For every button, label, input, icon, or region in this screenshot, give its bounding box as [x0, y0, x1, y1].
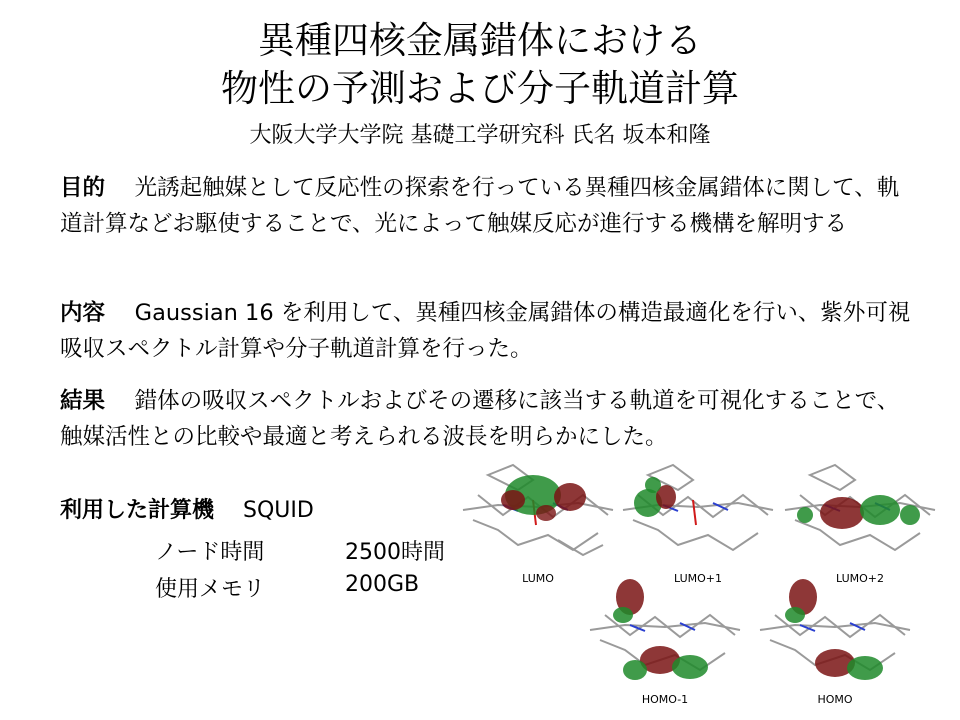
memory-label: 使用メモリ [155, 577, 266, 602]
orbital-label-lumo-plus-2: LUMO+2 [836, 572, 884, 585]
content-label: 内容 [60, 300, 106, 326]
orbital-label-homo-minus-1: HOMO-1 [641, 693, 689, 706]
orbital-image-lumo [458, 455, 618, 569]
result-label: 結果 [60, 388, 106, 414]
orbital-image-lumo-plus-2 [780, 455, 940, 569]
memory-value: 200GB [345, 572, 420, 597]
orbital-label-lumo: LUMO [522, 572, 554, 585]
author-line: 大阪大学大学院 基礎工学研究科 氏名 坂本和隆 [249, 123, 711, 148]
computer-heading [60, 494, 314, 528]
purpose-label: 目的 [60, 175, 106, 201]
content-text: Gaussian 16 を利用して、異種四核金属錯体の構造最適化を行い、紫外可視吸収スペクトル計算や分子軌道計算を行った。 [60, 300, 911, 362]
orbital-label-lumo-plus-1: LUMO+1 [674, 572, 722, 585]
orbital-image-homo-minus-1 [585, 575, 745, 689]
orbital-image-homo [755, 575, 915, 689]
orbital-label-homo: HOMO [817, 693, 853, 706]
computer-label: 利用した計算機 [60, 498, 215, 523]
orbital-image-lumo-plus-1 [618, 455, 778, 569]
title-line-2: 物性の予測および分子軌道計算 [221, 67, 739, 110]
result-text: 錯体の吸収スペクトルおよびその遷移に該当する軌道を可視化することで、触媒活性との比較や最適と考えられる波長を明らかにした。 [60, 388, 900, 450]
node-hours-label: ノード時間 [155, 540, 265, 565]
purpose-paragraph [60, 170, 920, 242]
result-paragraph [60, 383, 920, 455]
content-paragraph [60, 295, 920, 367]
computer-name: SQUID [243, 498, 314, 523]
node-hours-value: 2500時間 [345, 540, 445, 565]
title-line-1: 異種四核金属錯体における [258, 19, 702, 62]
purpose-text: 光誘起触媒として反応性の探索を行っている異種四核金属錯体に関して、軌道計算などお駆使することで、光によって触媒反応が進行する機構を解明する [60, 175, 900, 237]
